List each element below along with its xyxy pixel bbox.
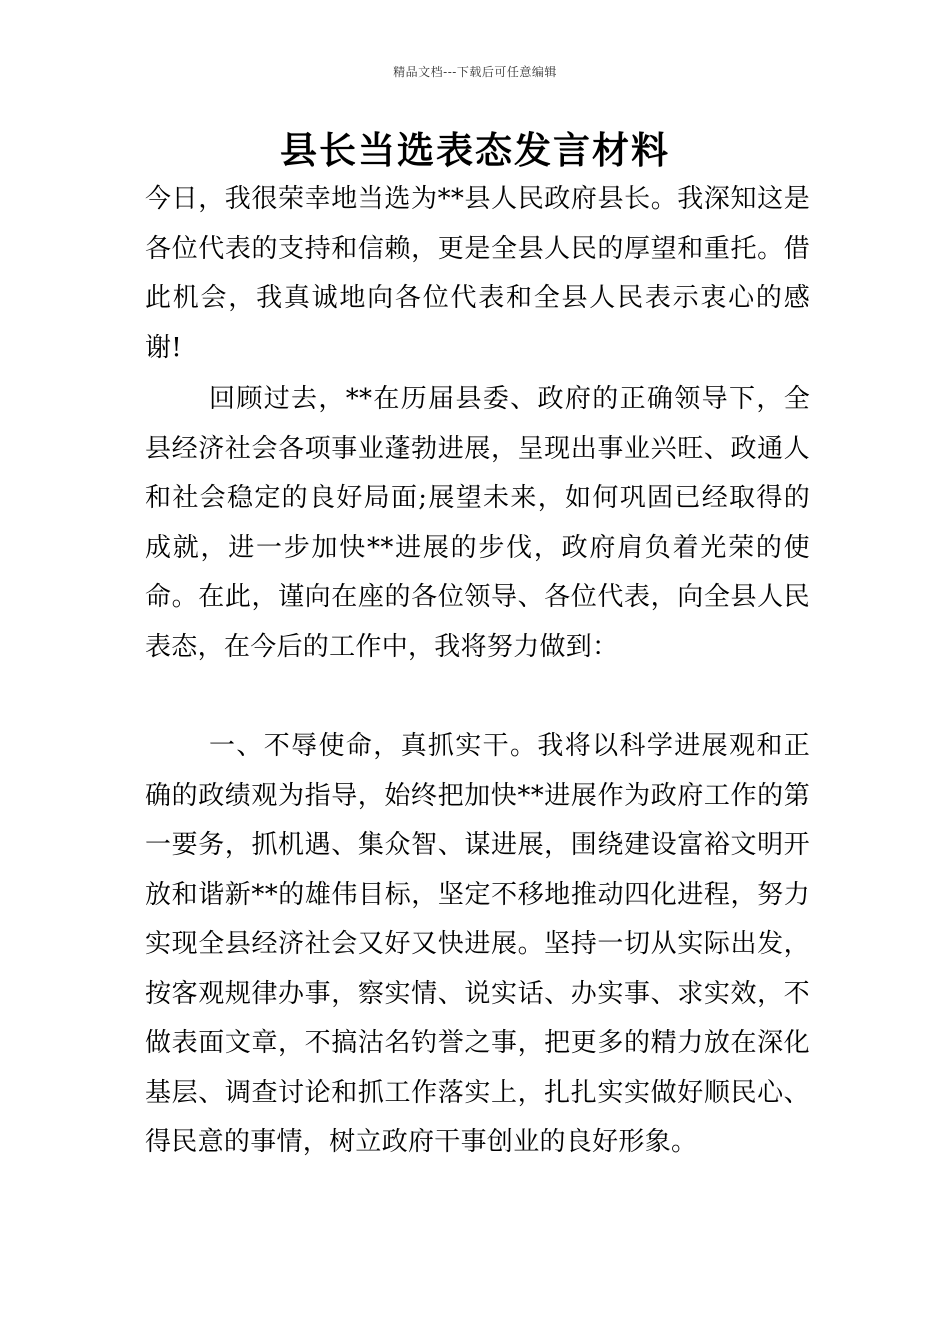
page-header-note: 精品文档---下载后可任意编辑 <box>393 65 557 79</box>
document-title: 县长当选表态发言材料 <box>280 129 670 172</box>
paragraph-commitment-one: 一、不辱使命，真抓实干。我将以科学进展观和正确的政绩观为指导，始终把加快**进展作为政府工作的第一要务，抓机遇、集众智、谋进展，围绕建设富裕文明开放和谐新**的雄伟目标，坚定不移地推动四化进程，努力实现全县经济社会又好又快进展。坚持一切从实际出发，按客观规律办事，察实情、说实话、办实事、求实效，不做表面文章，不搞沽名钓誉之事，把更多的精力放在深化基层、调查讨论和抓工作落实上，扎扎实实做好顺民心、得民意的事情，树立政府干事创业的良好形象。 <box>145 731 810 1157</box>
paragraph-opening: 今日，我很荣幸地当选为**县人民政府县长。我深知这是各位代表的支持和信赖，更是全县人民的厚望和重托。借此机会，我真诚地向各位代表和全县人民表示衷心的感谢! <box>145 184 810 363</box>
paragraph-review: 回顾过去，**在历届县委、政府的正确领导下，全县经济社会各项事业蓬勃进展，呈现出事业兴旺、政通人和社会稳定的良好局面;展望未来，如何巩固已经取得的成就，进一步加快**进展的步伐，政府肩负着光荣的使命。在此，谨向在座的各位领导、各位代表，向全县人民表态，在今后的工作中，我将努力做到： <box>145 384 810 662</box>
